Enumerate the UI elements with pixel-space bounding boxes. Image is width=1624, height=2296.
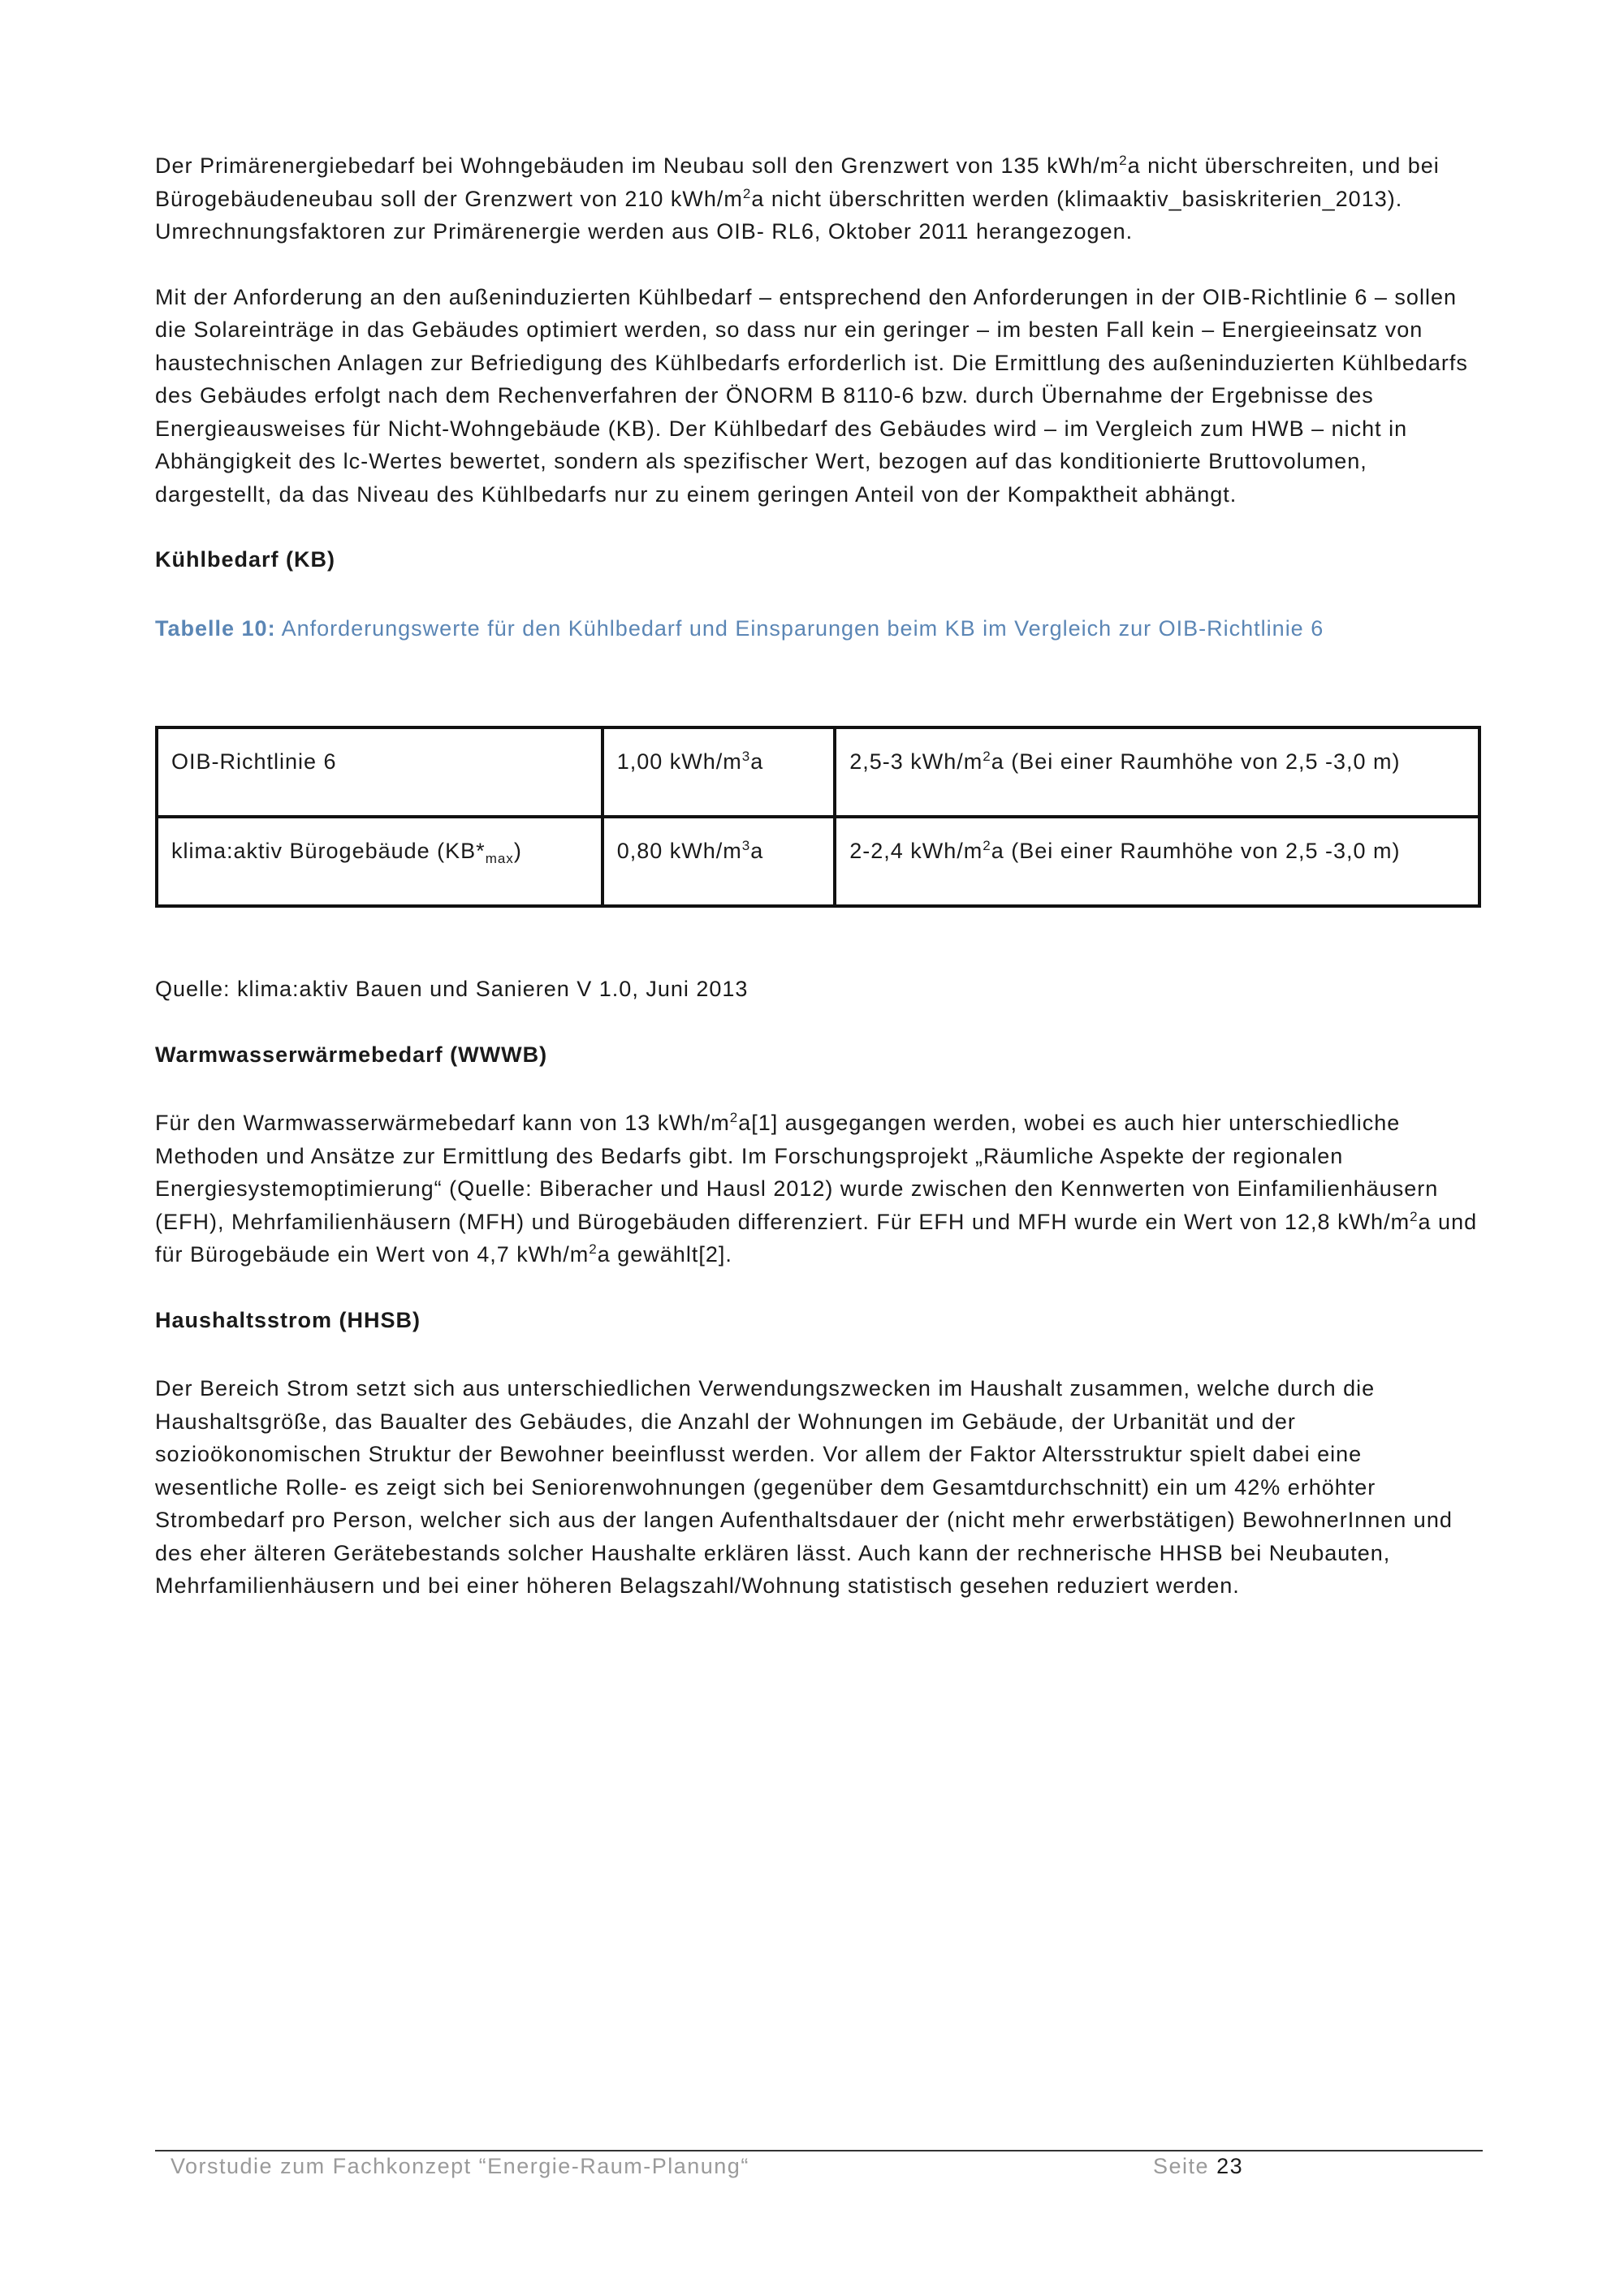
heading-kuehlbedarf: Kühlbedarf (KB)	[155, 547, 335, 572]
text-run: a nicht überschreiten, und bei Bürogebäudeneubau soll der Grenzwert von 210 kWh/m	[155, 153, 1440, 211]
text-run: Der Primärenergiebedarf bei Wohngebäuden im Neubau soll den Grenzwert von 135 kWh/m	[155, 153, 1120, 178]
paragraph-warmwasser	[155, 1107, 1483, 1271]
superscript: 2	[1410, 1208, 1419, 1224]
superscript: 2	[742, 185, 752, 201]
paragraph-kuehlbedarf-intro: Mit der Anforderung an den außeninduzierten Kühlbedarf – entsprechend den Anforderungen in der OIB-Richtlinie 6 – sollen die Solareinträge in das Gebäudes optimiert werden, so dass nur ein geringer – im besten Fall kein – Energieeinsatz von haustechnischen Anlagen zur Befriedigung des Kühlbedarfs erforderlich ist. Die Ermittlung des außeninduzierten Kühlbedarfs des Gebäudes erfolgt nach dem Rechenverfahren der ÖNORM B 8110-6 bzw. durch Übernahme der Ergebnisse des Energieausweises für Nicht-Wohngebäude (KB). Der Kühlbedarf des Gebäudes wird – im Vergleich zum HWB – nicht in Abhängigkeit des lc-Wertes bewertet, sondern als spezifischer Wert, bezogen auf das konditionierte Bruttovolumen, dargestellt, da das Niveau des Kühlbedarfs nur zu einem geringen Anteil von der Kompaktheit abhängt.	[155, 284, 1468, 507]
table-cell	[603, 817, 836, 906]
subscript: max	[485, 851, 514, 866]
footer-divider	[155, 2150, 1483, 2151]
page-label: Seite	[1153, 2154, 1210, 2178]
heading-haushaltsstrom: Haushaltsstrom (HHSB)	[155, 1307, 421, 1332]
caption-text: Anforderungswerte für den Kühlbedarf und Einsparungen beim KB im Vergleich zur OIB-Richtlinie 6	[275, 615, 1324, 641]
table-cell	[603, 727, 836, 817]
heading-warmwasser: Warmwasserwärmebedarf (WWWB)	[155, 1042, 548, 1067]
text-run: a	[750, 749, 764, 774]
text-run: a (Bei einer Raumhöhe von 2,5 -3,0 m)	[991, 749, 1401, 774]
superscript: 2	[1119, 153, 1128, 168]
text-run: klima:aktiv Bürogebäude (KB*	[171, 839, 486, 863]
table-cell	[835, 817, 1479, 906]
superscript: 3	[741, 749, 751, 764]
superscript: 2	[589, 1241, 598, 1257]
text-run: Für den Warmwasserwärmebedarf kann von 13 kWh/m	[155, 1111, 730, 1135]
caption-label: Tabelle 10:	[155, 615, 276, 641]
page-content	[155, 149, 1483, 1603]
kuehlbedarf-table	[155, 726, 1481, 908]
text-run: 2-2,4 kWh/m	[849, 839, 983, 863]
table-row	[157, 727, 1479, 817]
page-number: 23	[1216, 2154, 1244, 2178]
text-run: )	[513, 839, 522, 863]
text-run: a[1] ausgegangen werden, wobei es auch hier unterschiedliche Methoden und Ansätze zur Ermittlung des Bedarfs gibt. Im Forschungsprojekt „Räumliche Aspekte der regionalen Energiesystemoptimierung“ (Quelle: Biberacher und Hausl 2012) wurde zwischen den Kennwerten von Einfamilienhäusern (EFH), Mehrfamilienhäusern (MFH) und Bürogebäuden differenziert. Für EFH und MFH wurde ein Wert von 12,8 kWh/m	[155, 1111, 1439, 1234]
text-run: a nicht überschritten werden (klimaaktiv_basiskriterien_2013). Umrechnungsfaktoren zur Primärenergie werden aus OIB- RL6, Oktober 2011 herangezogen.	[155, 186, 1403, 244]
table-cell	[157, 817, 603, 906]
table-cell: OIB-Richtlinie 6	[157, 727, 603, 817]
table-source: Quelle: klima:aktiv Bauen und Sanieren V 1.0, Juni 2013	[155, 977, 749, 1001]
paragraph-primaerenergie	[155, 149, 1483, 248]
superscript: 2	[729, 1110, 739, 1125]
table-row	[157, 817, 1479, 906]
footer-title: Vorstudie zum Fachkonzept “Energie-Raum-Planung“	[171, 2154, 749, 2178]
superscript: 2	[983, 749, 991, 764]
text-run: 2,5-3 kWh/m	[849, 749, 983, 774]
text-run: a gewählt[2].	[597, 1242, 732, 1267]
footer-page	[1153, 2154, 1243, 2179]
paragraph-haushaltsstrom: Der Bereich Strom setzt sich aus unterschiedlichen Verwendungszwecken im Haushalt zusammen, welche durch die Haushaltsgröße, das Baualter des Gebäudes, die Anzahl der Wohnungen im Gebäude, der Urbanität und der sozioökonomischen Struktur der Bewohner beeinflusst werden. Vor allem der Faktor Altersstruktur spielt dabei eine wesentliche Rolle- es zeigt sich bei Seniorenwohnungen (gegenüber dem Gesamtdurchschnitt) ein um 42% erhöhter Strombedarf pro Person, welcher sich aus der langen Aufenthaltsdauer der (nicht mehr erwerbstätigen) BewohnerInnen und des eher älteren Gerätebestands solcher Haushalte erklären lässt. Auch kann der rechnerische HHSB bei Neubauten, Mehrfamilienhäusern und bei einer höheren Belagszahl/Wohnung statistisch gesehen reduziert werden.	[155, 1376, 1453, 1598]
table-cell	[835, 727, 1479, 817]
text-run: a (Bei einer Raumhöhe von 2,5 -3,0 m)	[991, 839, 1401, 863]
superscript: 3	[741, 838, 751, 853]
text-run: 0,80 kWh/m	[616, 839, 742, 863]
text-run: a und für Bürogebäude ein Wert von 4,7 kWh/m	[155, 1209, 1478, 1267]
text-run: a	[750, 839, 764, 863]
text-run: 1,00 kWh/m	[616, 749, 742, 774]
table-caption	[155, 612, 1483, 645]
superscript: 2	[983, 838, 991, 853]
